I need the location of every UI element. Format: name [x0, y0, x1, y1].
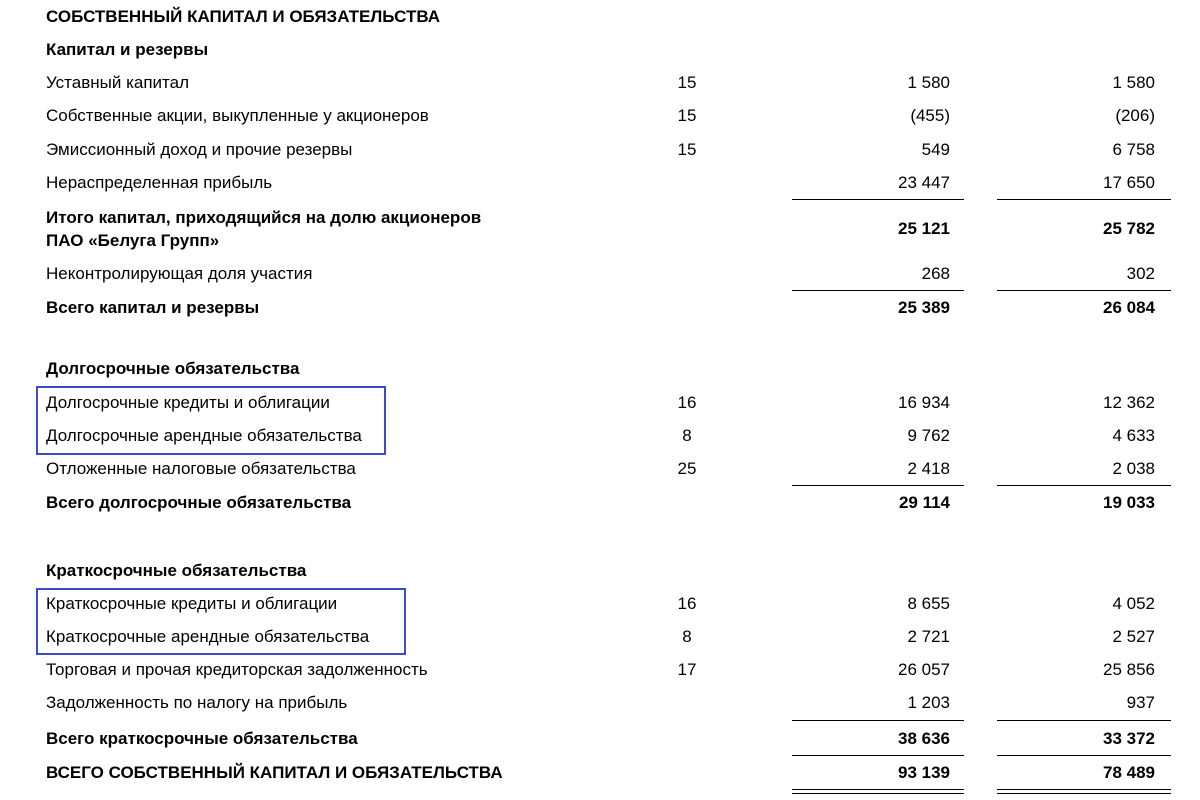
subtotal-value-current: 25 121 — [898, 219, 950, 238]
section-heading-short-term: Краткосрочные обязательства — [46, 561, 307, 580]
row-value-prior: 302 — [1126, 264, 1155, 283]
row-value-current: 16 934 — [898, 393, 950, 412]
row-value-current: 26 057 — [898, 660, 950, 679]
section-heading-equity: Капитал и резервы — [46, 40, 209, 59]
row-note: 8 — [682, 627, 692, 646]
total-value-current: 25 389 — [898, 298, 950, 317]
total-label: Всего краткосрочные обязательства — [46, 729, 358, 748]
total-rule — [997, 290, 1171, 291]
total-value-current: 29 114 — [898, 493, 950, 512]
section-heading-long-term: Долгосрочные обязательства — [46, 359, 300, 378]
row-value-prior: 4 052 — [1112, 594, 1155, 613]
row-label: Неконтролирующая доля участия — [46, 264, 313, 283]
total-value-prior: 26 084 — [1103, 298, 1155, 317]
total-rule — [997, 720, 1171, 721]
total-rule — [792, 485, 964, 486]
double-underline — [997, 789, 1171, 790]
row-value-prior: 2 038 — [1112, 459, 1155, 478]
row-note: 15 — [677, 106, 697, 125]
page-title: СОБСТВЕННЫЙ КАПИТАЛ И ОБЯЗАТЕЛЬСТВА — [46, 7, 441, 26]
total-rule — [792, 290, 964, 291]
row-label: Собственные акции, выкупленные у акционеров — [46, 106, 429, 125]
row-value-prior: 12 362 — [1103, 393, 1155, 412]
row-label: Эмиссионный доход и прочие резервы — [46, 140, 353, 159]
row-value-prior: 2 527 — [1112, 627, 1155, 646]
double-underline — [792, 789, 964, 790]
row-label: Краткосрочные арендные обязательства — [46, 627, 370, 646]
row-value-current: 2 418 — [907, 459, 950, 478]
total-label: Всего капитал и резервы — [46, 298, 260, 317]
row-value-prior: 25 856 — [1103, 660, 1155, 679]
row-value-prior: 17 650 — [1103, 173, 1155, 192]
grand-total-rule — [792, 755, 964, 756]
row-label: Долгосрочные арендные обязательства — [46, 426, 362, 445]
row-note: 15 — [677, 73, 697, 92]
row-value-current: 2 721 — [907, 627, 950, 646]
total-rule — [792, 720, 964, 721]
row-value-prior: 937 — [1126, 693, 1155, 712]
row-note: 15 — [677, 140, 697, 159]
total-value-prior: 33 372 — [1103, 729, 1155, 748]
row-label: Долгосрочные кредиты и облигации — [46, 393, 330, 412]
row-value-current: 1 580 — [907, 73, 950, 92]
row-label: Уставный капитал — [46, 73, 190, 92]
double-underline — [792, 793, 964, 794]
row-label: Торговая и прочая кредиторская задолженность — [46, 660, 428, 679]
total-value-prior: 19 033 — [1103, 493, 1155, 512]
row-value-current: 1 203 — [907, 693, 950, 712]
row-value-prior: 1 580 — [1112, 73, 1155, 92]
row-label: Задолженность по налогу на прибыль — [46, 693, 348, 712]
double-underline — [997, 793, 1171, 794]
total-label: Всего долгосрочные обязательства — [46, 493, 352, 512]
row-label: Нераспределенная прибыль — [46, 173, 273, 192]
row-note: 8 — [682, 426, 692, 445]
subtotal-rule — [792, 199, 964, 200]
row-note: 16 — [677, 594, 697, 613]
total-rule — [997, 485, 1171, 486]
row-value-prior: (206) — [1115, 106, 1155, 125]
subtotal-label-line2: ПАО «Белуга Групп» — [46, 231, 220, 250]
row-value-current: 9 762 — [907, 426, 950, 445]
grand-total-label: ВСЕГО СОБСТВЕННЫЙ КАПИТАЛ И ОБЯЗАТЕЛЬСТВА — [46, 763, 503, 782]
row-note: 17 — [677, 660, 697, 679]
grand-total-value-current: 93 139 — [898, 763, 950, 782]
total-value-current: 38 636 — [898, 729, 950, 748]
row-value-current: 268 — [921, 264, 950, 283]
row-value-current: (455) — [910, 106, 950, 125]
grand-total-value-prior: 78 489 — [1103, 763, 1155, 782]
row-value-current: 8 655 — [907, 594, 950, 613]
row-note: 16 — [677, 393, 697, 412]
grand-total-rule — [997, 755, 1171, 756]
row-value-current: 23 447 — [898, 173, 950, 192]
row-label: Краткосрочные кредиты и облигации — [46, 594, 338, 613]
row-value-prior: 4 633 — [1112, 426, 1155, 445]
row-note: 25 — [677, 459, 697, 478]
row-value-current: 549 — [921, 140, 950, 159]
subtotal-label: Итого капитал, приходящийся на долю акционеров — [46, 208, 482, 227]
subtotal-value-prior: 25 782 — [1103, 219, 1155, 238]
row-value-prior: 6 758 — [1112, 140, 1155, 159]
subtotal-rule — [997, 199, 1171, 200]
row-label: Отложенные налоговые обязательства — [46, 459, 356, 478]
